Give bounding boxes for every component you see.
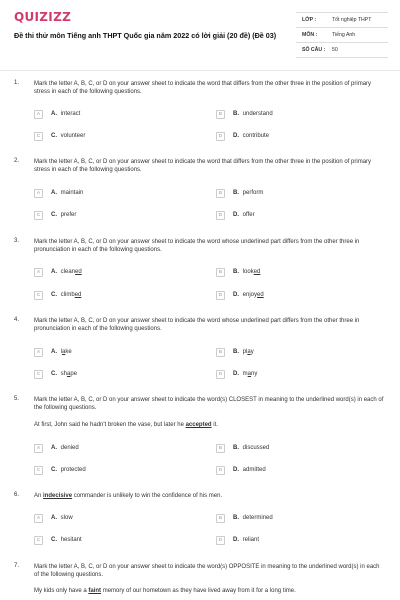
option-box: A xyxy=(34,348,43,357)
question-text: Mark the letter A, B, C, or D on your answer sheet to indicate the word(s) CLOSEST in meaning to the underlined word(s) in each of the following questions. xyxy=(34,397,384,412)
meta-row-class xyxy=(296,13,388,28)
option-box: B xyxy=(216,268,225,277)
option-text: admitted xyxy=(242,467,266,473)
question-text: An indecisive commander is unlikely to win the confidence of his men. xyxy=(34,493,223,499)
option-text: lake xyxy=(60,349,72,355)
option-text: reliant xyxy=(242,537,260,543)
option-d[interactable] xyxy=(216,369,257,379)
option-box: A xyxy=(34,268,43,277)
option-a[interactable] xyxy=(34,347,72,357)
option-box: C xyxy=(34,291,43,300)
option-box: B xyxy=(216,348,225,357)
option-text: denied xyxy=(60,445,79,451)
meta-key: SỐ CÂU : xyxy=(302,47,326,53)
option-text: interact xyxy=(60,111,81,117)
option-text: enjoyed xyxy=(242,292,264,298)
option-box: B xyxy=(216,189,225,198)
meta-value: Tốt nghiệp THPT xyxy=(332,17,372,23)
option-letter: C. xyxy=(51,371,57,377)
option-text: contribute xyxy=(242,133,270,139)
option-box: B xyxy=(216,514,225,523)
option-letter: D. xyxy=(233,467,239,473)
option-letter: C. xyxy=(51,537,57,543)
option-a[interactable] xyxy=(34,443,79,453)
option-letter: D. xyxy=(233,371,239,377)
option-text: volunteer xyxy=(60,133,86,139)
question-text: Mark the letter A, B, C, or D on your answer sheet to indicate the word that differs from the other three in the position of primary stress in each of the following questions. xyxy=(34,81,372,96)
option-letter: B. xyxy=(233,349,239,355)
question-number: 7. xyxy=(14,563,20,569)
question-text: Mark the letter A, B, C, or D on your answer sheet to indicate the word whose underlined part differs from the other three in pronunciation in each of the following questions. xyxy=(34,239,360,254)
option-box: C xyxy=(34,536,43,545)
question-text: Mark the letter A, B, C, or D on your answer sheet to indicate the word whose underlined part differs from the other three in pronunciation in each of the following questions. xyxy=(34,318,360,333)
option-text: looked xyxy=(242,269,261,275)
option-box: C xyxy=(34,370,43,379)
option-box: B xyxy=(216,444,225,453)
option-text: climbed xyxy=(60,292,82,298)
option-letter: B. xyxy=(233,445,239,451)
option-d[interactable] xyxy=(216,290,264,300)
question-number: 4. xyxy=(14,317,20,323)
option-letter: A. xyxy=(51,190,57,196)
meta-value: Tiếng Anh xyxy=(332,32,356,38)
option-b[interactable] xyxy=(216,347,254,357)
option-b[interactable] xyxy=(216,267,260,277)
question-number: 1. xyxy=(14,80,20,86)
option-letter: C. xyxy=(51,467,57,473)
option-text: shape xyxy=(60,371,78,377)
option-a[interactable] xyxy=(34,513,73,523)
question-number: 3. xyxy=(14,238,20,244)
option-text: protected xyxy=(60,467,86,473)
option-letter: A. xyxy=(51,269,57,275)
question-sentence: My kids only have a faint memory of our hometown as they have lived away from it for a long time. xyxy=(34,588,296,594)
meta-key: LỚP : xyxy=(302,17,317,23)
option-c[interactable] xyxy=(34,535,82,545)
option-a[interactable] xyxy=(34,188,83,198)
option-a[interactable] xyxy=(34,109,80,119)
option-box: D xyxy=(216,370,225,379)
option-text: perform xyxy=(242,190,264,196)
option-letter: B. xyxy=(233,111,239,117)
option-letter: A. xyxy=(51,111,57,117)
option-box: D xyxy=(216,291,225,300)
option-b[interactable] xyxy=(216,443,269,453)
question-sentence: At first, John said he hadn't broken the vase, but later he accepted it. xyxy=(34,422,218,428)
option-text: many xyxy=(242,371,258,377)
option-text: play xyxy=(242,349,254,355)
option-text: cleaned xyxy=(60,269,82,275)
question-number: 6. xyxy=(14,492,20,498)
option-c[interactable] xyxy=(34,290,81,300)
option-box: A xyxy=(34,514,43,523)
option-text: offer xyxy=(242,212,255,218)
option-text: maintain xyxy=(60,190,84,196)
meta-row-subject xyxy=(296,28,388,43)
question-number: 2. xyxy=(14,158,20,164)
option-letter: A. xyxy=(51,445,57,451)
option-box: B xyxy=(216,110,225,119)
option-letter: B. xyxy=(233,190,239,196)
option-b[interactable] xyxy=(216,188,263,198)
option-letter: D. xyxy=(233,537,239,543)
option-b[interactable] xyxy=(216,109,273,119)
option-d[interactable] xyxy=(216,131,269,141)
option-letter: A. xyxy=(51,349,57,355)
question-number: 5. xyxy=(14,396,20,402)
option-box: D xyxy=(216,466,225,475)
option-letter: B. xyxy=(233,269,239,275)
option-letter: D. xyxy=(233,212,239,218)
option-d[interactable] xyxy=(216,465,266,475)
option-box: D xyxy=(216,132,225,141)
option-c[interactable] xyxy=(34,465,86,475)
option-letter: B. xyxy=(233,515,239,521)
header-divider xyxy=(0,70,400,71)
brand-logo: QUIZIZZ xyxy=(14,10,72,24)
question-text: Mark the letter A, B, C, or D on your answer sheet to indicate the word(s) OPPOSITE in meaning to the underlined word(s) in each of the following questions. xyxy=(34,564,380,579)
option-box: C xyxy=(34,132,43,141)
option-c[interactable] xyxy=(34,131,85,141)
meta-value: 50 xyxy=(332,47,338,53)
meta-row-count xyxy=(296,43,388,58)
option-d[interactable] xyxy=(216,210,255,220)
meta-table xyxy=(296,12,388,58)
meta-key: MÔN : xyxy=(302,32,318,38)
option-letter: D. xyxy=(233,133,239,139)
option-d[interactable] xyxy=(216,535,259,545)
option-letter: C. xyxy=(51,292,57,298)
option-c[interactable] xyxy=(34,369,77,379)
option-text: understand xyxy=(242,111,273,117)
option-text: discussed xyxy=(242,445,270,451)
document-title: Đề thi thử môn Tiếng anh THPT Quốc gia năm 2022 có lời giải (20 đề) (Đề 03) xyxy=(14,31,277,40)
question-text: Mark the letter A, B, C, or D on your answer sheet to indicate the word that differs from the other three in the position of primary stress in each of the following questions. xyxy=(34,159,372,174)
option-box: A xyxy=(34,444,43,453)
option-a[interactable] xyxy=(34,267,82,277)
option-b[interactable] xyxy=(216,513,273,523)
option-text: determined xyxy=(242,515,273,521)
option-letter: C. xyxy=(51,212,57,218)
option-box: C xyxy=(34,211,43,220)
option-box: C xyxy=(34,466,43,475)
option-box: D xyxy=(216,536,225,545)
option-box: A xyxy=(34,189,43,198)
option-letter: A. xyxy=(51,515,57,521)
option-letter: D. xyxy=(233,292,239,298)
option-text: hesitant xyxy=(60,537,82,543)
option-c[interactable] xyxy=(34,210,76,220)
option-text: slow xyxy=(60,515,73,521)
option-text: prefer xyxy=(60,212,77,218)
option-box: A xyxy=(34,110,43,119)
option-box: D xyxy=(216,211,225,220)
option-letter: C. xyxy=(51,133,57,139)
